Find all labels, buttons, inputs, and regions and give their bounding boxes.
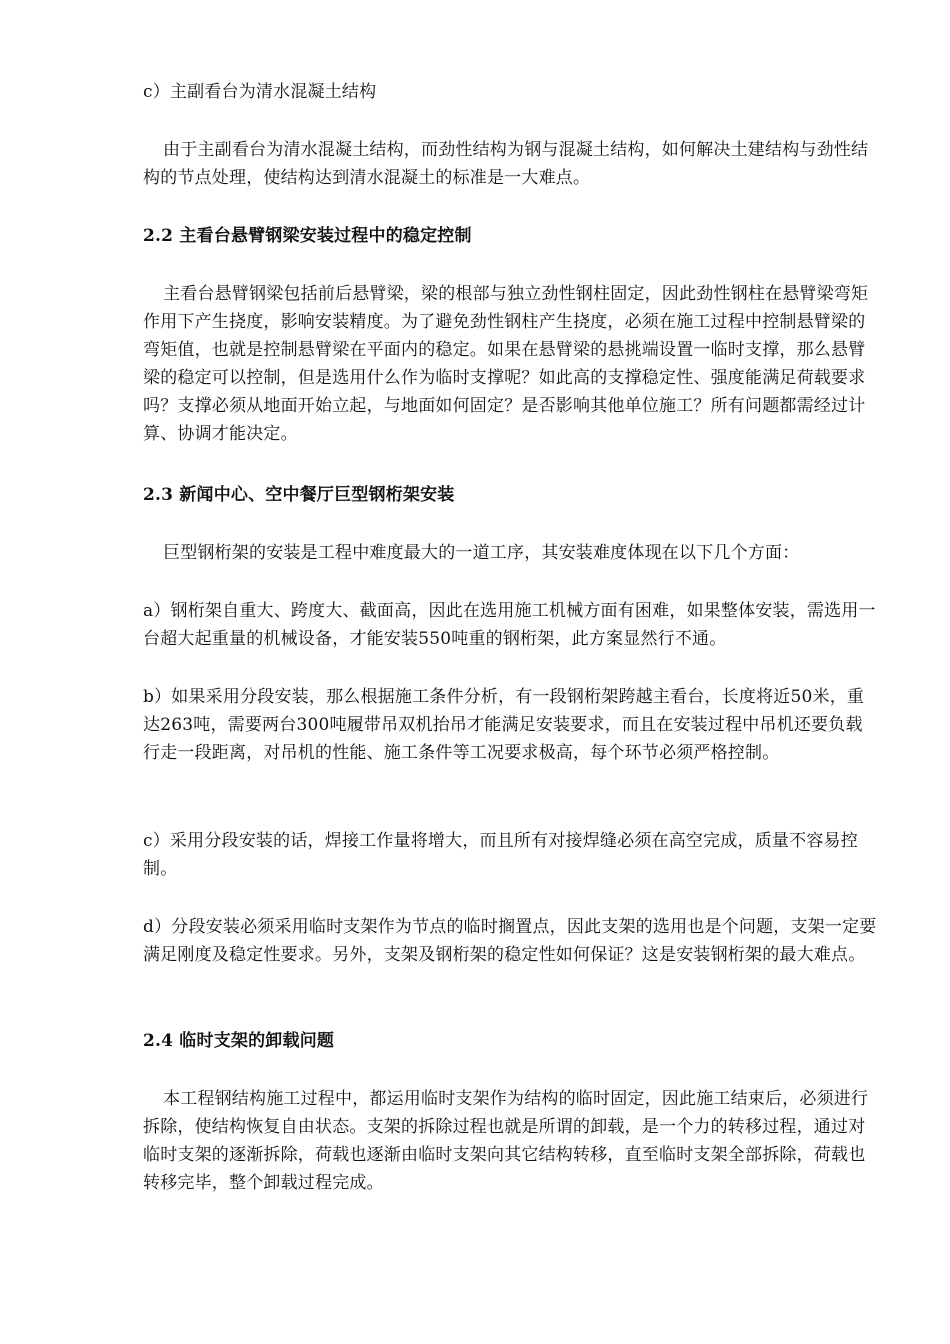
paragraph-concrete-difficulty: 由于主副看台为清水混凝土结构，而劲性结构为钢与混凝土结构，如何解决土建结构与劲性结构的节点处理，使结构达到清水混凝土的标准是一大难点。 <box>143 140 869 188</box>
section-heading-2-4: 2.4 临时支架的卸载问题 <box>143 1031 335 1051</box>
list-item-b-segmented: b）如果采用分段安装，那么根据施工条件分析，有一段钢桁架跨越主看台，长度将近50米，重达263吨，需要两台300吨履带吊双机抬吊才能满足安装要求，而且在安装过程中吊机还要负载行走一段距离，对吊机的性能、施工条件等工况要求极高，每个环节必须严格控制。 <box>143 687 865 763</box>
paragraph-unloading: 本工程钢结构施工过程中，都运用临时支架作为结构的临时固定，因此施工结束后，必须进行拆除，使结构恢复自由状态。支架的拆除过程也就是所谓的卸载，是一个力的转移过程，通过对临时支架的逐渐拆除，荷载也逐渐由临时支架向其它结构转移，直至临时支架全部拆除，荷载也转移完毕，整个卸载过程完成。 <box>143 1089 869 1193</box>
list-item-c-concrete: c）主副看台为清水混凝土结构 <box>143 82 377 102</box>
paragraph-truss-intro: 巨型钢桁架的安装是工程中难度最大的一道工序，其安装难度体现在以下几个方面： <box>163 543 800 563</box>
section-heading-2-3: 2.3 新闻中心、空中餐厅巨型钢桁架安装 <box>143 485 455 505</box>
list-item-c-welding: c）采用分段安装的话，焊接工作量将增大，而且所有对接焊缝必须在高空完成，质量不容易控制。 <box>143 831 858 879</box>
section-heading-2-2: 2.2 主看台悬臂钢梁安装过程中的稳定控制 <box>143 226 472 246</box>
list-item-d-support: d）分段安装必须采用临时支架作为节点的临时搁置点，因此支架的选用也是个问题，支架一定要满足刚度及稳定性要求。另外，支架及钢桁架的稳定性如何保证？这是安装钢桁架的最大难点。 <box>143 917 877 965</box>
paragraph-cantilever-beam: 主看台悬臂钢梁包括前后悬臂梁，梁的根部与独立劲性钢柱固定，因此劲性钢柱在悬臂梁弯矩作用下产生挠度，影响安装精度。为了避免劲性钢柱产生挠度，必须在施工过程中控制悬臂梁的弯矩值，也就是控制悬臂梁在平面内的稳定。如果在悬臂梁的悬挑端设置一临时支撑，那么悬臂梁的稳定可以控制，但是选用什么作为临时支撑呢？如此高的支撑稳定性、强度能满足荷载要求吗？支撑必须从地面开始立起，与地面如何固定？是否影响其他单位施工？所有问题都需经过计算、协调才能决定。 <box>143 284 869 444</box>
list-item-a-truss: a）钢桁架自重大、跨度大、截面高，因此在选用施工机械方面有困难，如果整体安装，需选用一台超大起重量的机械设备，才能安装550吨重的钢桁架，此方案显然行不通。 <box>143 601 876 649</box>
